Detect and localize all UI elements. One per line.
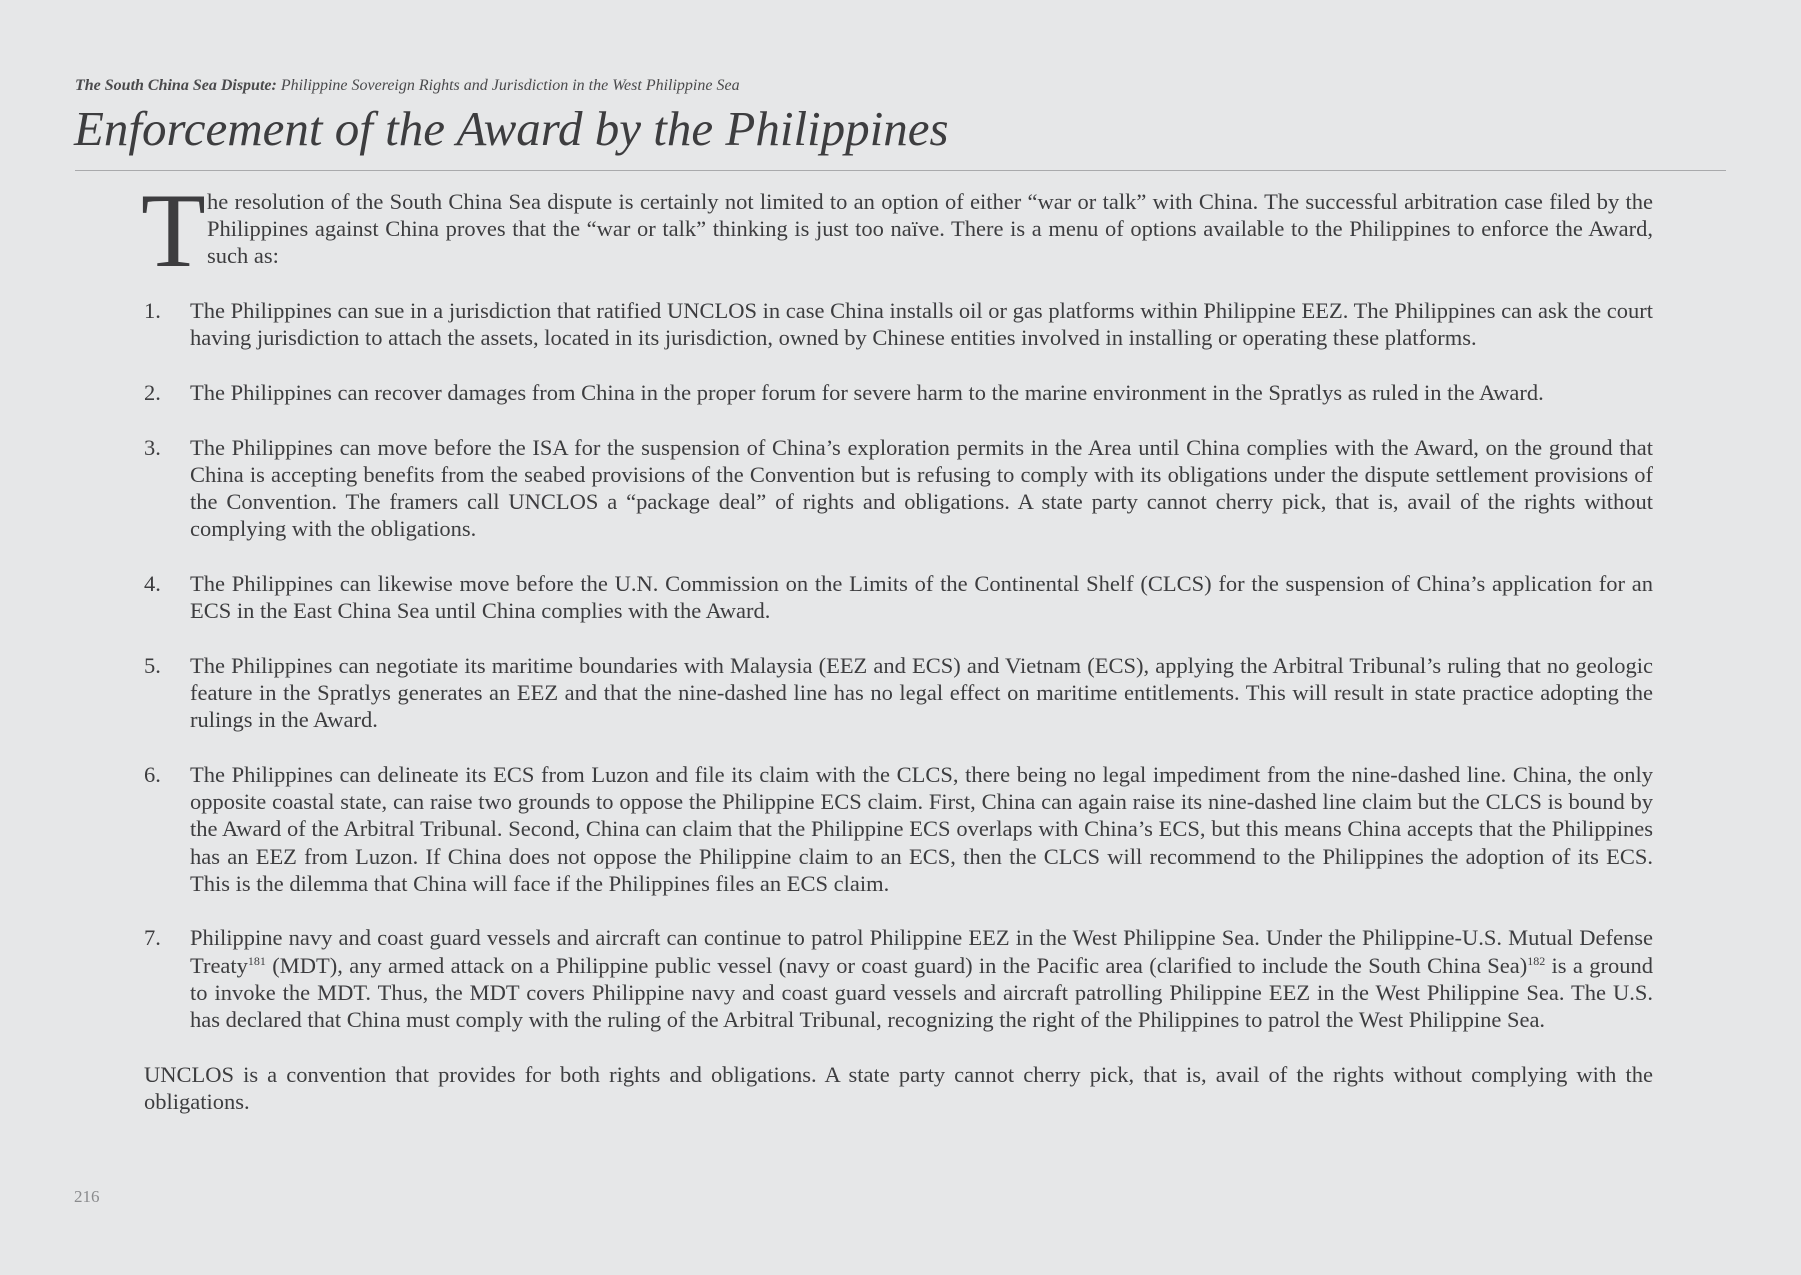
options-list [144, 297, 1653, 1033]
list-item-text: The Philippines can delineate its ECS from Luzon and file its claim with the CLCS, there being no legal impediment from the nine-dashed line. China, the only opposite coastal state, can raise two grounds to oppose the Philippine ECS claim. First, China can again raise its nine-dashed line claim but the CLCS is bound by the Award of the Arbitral Tribunal. Second, China can claim that the Philippine ECS overlaps with China’s ECS, but this means China accepts that the Philippines has an EEZ from Luzon. If China does not oppose the Philippine claim to an ECS, then the CLCS will recommend to the Philippines the adoption of its ECS. This is the dilemma that China will face if the Philippines files an ECS claim. [190, 761, 1653, 896]
body-text [141, 172, 1653, 1115]
intro-text: he resolution of the South China Sea dispute is certainly not limited to an option of either “war or talk” with China. The successful arbitration case filed by the Philippines against China proves that the “war or talk” thinking is just too naïve. There is a menu of options available to the Philippines to enforce the Award, such as: [207, 189, 1653, 269]
list-item-number: 7. [144, 925, 161, 951]
list-item-number: 3. [144, 434, 161, 460]
list-item [144, 297, 1653, 351]
list-item-text: The Philippines can move before the ISA for the suspension of China’s exploration permits in the Area until China complies with the Award, on the ground that China is accepting benefits from the seabed provisions of the Convention but is refusing to comply with its obligations under the dispute settlement provisions of the Convention. The framers call UNCLOS a “package deal” of rights and obligations. A state party cannot cherry pick, that is, avail of the rights without complying with the obligations. [190, 434, 1653, 542]
list-item-number: 2. [144, 379, 161, 405]
list-item-text-part-c: is a ground to invoke the MDT. Thus, the MDT covers Philippine navy and coast guard vessels and aircraft patrolling Philippine EEZ in the West Philippine Sea. The U.S. has declared that China must comply with the ruling of the Arbitral Tribunal, recognizing the right of the Philippines to patrol the West Philippine Sea. [190, 952, 1653, 1033]
running-header-subtitle: Philippine Sovereign Rights and Jurisdiction in the West Philippine Sea [280, 77, 740, 94]
list-item-text: The Philippines can negotiate its maritime boundaries with Malaysia (EEZ and ECS) and Vietnam (ECS), applying the Arbitral Tribunal’s ruling that no geologic feature in the Spratlys generates an EEZ and that the nine-dashed line has no legal effect on maritime entitlements. This will result in state practice adopting the rulings in the Award. [190, 652, 1653, 733]
list-item-text: The Philippines can recover damages from China in the proper forum for severe harm to the marine environment in the Spratlys as ruled in the Award. [190, 379, 1544, 405]
list-item-number: 5. [144, 652, 161, 678]
list-item [144, 570, 1653, 624]
list-item-text-part-b: (MDT), any armed attack on a Philippine public vessel (navy or coast guard) in the Pacific area (clarified to include the South China Sea) [265, 952, 1528, 978]
running-header [75, 77, 740, 95]
list-item-number: 6. [144, 761, 161, 787]
footnote-ref-182[interactable]: 182 [1527, 953, 1546, 968]
list-item-text: The Philippines can sue in a jurisdiction that ratified UNCLOS in case China installs oil or gas platforms within Philippine EEZ. The Philippines can ask the court having jurisdiction to attach the assets, located in its jurisdiction, owned by Chinese entities involved in installing or operating these platforms. [190, 298, 1653, 351]
list-item [144, 434, 1653, 543]
list-item [144, 379, 1653, 406]
list-item [144, 924, 1653, 1033]
running-header-series: The South China Sea Dispute: [75, 77, 277, 94]
list-item-text: The Philippines can likewise move before the U.N. Commission on the Limits of the Continental Shelf (CLCS) for the suspension of China’s application for an ECS in the East China Sea until China complies with the Award. [190, 570, 1653, 624]
list-item-text-part-a: Philippine navy and coast guard vessels and aircraft can continue to patrol Philippine EEZ in the West Philippine Sea. Under the Philippine-U.S. Mutual Defense Treaty [190, 925, 1653, 978]
page-title: Enforcement of the Award by the Philippines [74, 101, 949, 156]
list-item [144, 761, 1653, 897]
drop-cap: T [141, 172, 206, 289]
footnote-ref-181[interactable]: 181 [247, 953, 266, 968]
intro-paragraph [141, 172, 1653, 289]
list-item-number: 1. [144, 298, 161, 323]
list-item [144, 652, 1653, 734]
list-item-number: 4. [144, 570, 161, 596]
closing-paragraph: UNCLOS is a convention that provides for both rights and obligations. A state party cannot cherry pick, that is, avail of the rights without complying with the obligations. [144, 1061, 1653, 1114]
title-divider [75, 170, 1726, 171]
page-number: 216 [74, 1187, 100, 1206]
